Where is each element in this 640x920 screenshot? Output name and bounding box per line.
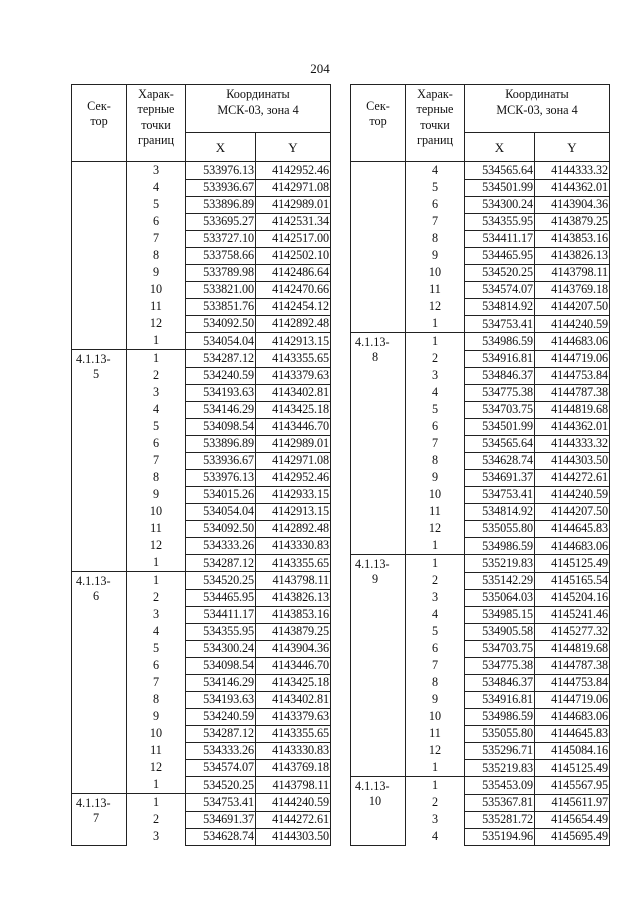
- table-row: [72, 350, 331, 368]
- point-number: 3: [406, 367, 465, 384]
- point-number: 4: [127, 179, 186, 196]
- coord-x: 535055.80: [465, 725, 535, 742]
- point-number: 8: [406, 674, 465, 691]
- coord-y: 4142892.48: [256, 520, 331, 537]
- coord-y: 4143446.70: [256, 418, 331, 435]
- coord-x: 535281.72: [465, 811, 535, 828]
- point-number: 1: [406, 537, 465, 555]
- coord-y: 4145165.54: [535, 572, 610, 589]
- point-number: 9: [127, 264, 186, 281]
- header-sector-line: Сек-: [87, 99, 111, 113]
- header-coordinates: [186, 85, 331, 133]
- sector-id-suffix: 7: [92, 811, 100, 826]
- coord-y: 4143826.13: [256, 589, 331, 606]
- coord-x: 535453.09: [465, 777, 535, 795]
- point-number: 9: [406, 469, 465, 486]
- point-number: 4: [406, 384, 465, 401]
- point-number: 12: [127, 759, 186, 776]
- coord-y: 4144753.84: [535, 367, 610, 384]
- coord-y: 4143904.36: [535, 196, 610, 213]
- coord-x: 534287.12: [186, 350, 256, 368]
- header-points-line: Харак-: [417, 87, 453, 101]
- table-row: [351, 162, 610, 180]
- header-points-line: терные: [416, 102, 454, 117]
- point-number: 5: [406, 623, 465, 640]
- coord-x: 533936.67: [186, 179, 256, 196]
- coord-x: 534287.12: [186, 554, 256, 572]
- sector-id: 4.1.13-: [355, 557, 390, 571]
- coord-y: 4144787.38: [535, 657, 610, 674]
- point-number: 7: [127, 230, 186, 247]
- coord-y: 4145125.49: [535, 759, 610, 777]
- coord-y: 4144207.50: [535, 298, 610, 315]
- point-number: 8: [406, 230, 465, 247]
- header-points: [127, 85, 186, 162]
- point-number: 10: [406, 708, 465, 725]
- coord-y: 4142913.15: [256, 503, 331, 520]
- sector-id: 4.1.13-: [355, 335, 390, 349]
- coord-y: 4145241.46: [535, 606, 610, 623]
- point-number: 3: [127, 606, 186, 623]
- coord-y: 4144303.50: [535, 452, 610, 469]
- point-number: 11: [406, 281, 465, 298]
- coord-x: 534565.64: [465, 162, 535, 180]
- point-number: 2: [127, 367, 186, 384]
- header-x: X: [465, 133, 535, 162]
- sector-cell: [351, 162, 406, 333]
- point-number: 4: [406, 828, 465, 845]
- point-number: 9: [406, 247, 465, 264]
- sector-id-suffix: 8: [371, 350, 379, 365]
- point-number: 9: [127, 708, 186, 725]
- point-number: 2: [406, 350, 465, 367]
- coord-x: 535142.29: [465, 572, 535, 589]
- coord-y: 4142892.48: [256, 315, 331, 332]
- coord-x: 534775.38: [465, 384, 535, 401]
- header-points-line: точки: [141, 117, 171, 132]
- coord-y: 4144787.38: [535, 384, 610, 401]
- coord-y: 4144683.06: [535, 333, 610, 351]
- header-coordinates: [465, 85, 610, 133]
- coord-y: 4144303.50: [256, 828, 331, 845]
- coord-y: 4142989.01: [256, 435, 331, 452]
- coord-x: 534916.81: [465, 350, 535, 367]
- coord-x: 535367.81: [465, 794, 535, 811]
- point-number: 8: [406, 452, 465, 469]
- coord-y: 4143330.83: [256, 537, 331, 554]
- header-x: X: [186, 133, 256, 162]
- coordinates-table-right: [350, 84, 610, 846]
- point-number: 1: [406, 759, 465, 777]
- point-number: 11: [127, 742, 186, 759]
- coord-x: 533896.89: [186, 435, 256, 452]
- table-row: [72, 162, 331, 180]
- point-number: 7: [406, 657, 465, 674]
- header-coordinates-line: МСК-03, зона 4: [496, 102, 578, 117]
- coord-y: 4143798.11: [256, 572, 331, 590]
- coord-y: 4144207.50: [535, 503, 610, 520]
- coord-y: 4142989.01: [256, 196, 331, 213]
- sector-cell: [72, 162, 127, 350]
- sector-cell: [351, 333, 406, 555]
- point-number: 5: [127, 196, 186, 213]
- coord-y: 4144333.32: [535, 435, 610, 452]
- coord-x: 534300.24: [465, 196, 535, 213]
- coord-x: 535296.71: [465, 742, 535, 759]
- coord-y: 4144683.06: [535, 537, 610, 555]
- sector-cell: [351, 777, 406, 846]
- coord-y: 4142454.12: [256, 298, 331, 315]
- coord-x: 534287.12: [186, 725, 256, 742]
- point-number: 6: [406, 418, 465, 435]
- coord-x: 534240.59: [186, 367, 256, 384]
- coord-y: 4142502.10: [256, 247, 331, 264]
- coord-y: 4143355.65: [256, 725, 331, 742]
- coord-x: 535055.80: [465, 520, 535, 537]
- coord-x: 534846.37: [465, 674, 535, 691]
- point-number: 1: [127, 572, 186, 590]
- point-number: 10: [127, 503, 186, 520]
- point-number: 11: [406, 725, 465, 742]
- coord-y: 4143798.11: [535, 264, 610, 281]
- coord-y: 4144719.06: [535, 691, 610, 708]
- coord-y: 4145125.49: [535, 555, 610, 573]
- coord-y: 4145695.49: [535, 828, 610, 845]
- coord-x: 534905.58: [465, 623, 535, 640]
- point-number: 1: [406, 315, 465, 333]
- header-points-line: точки: [420, 117, 450, 132]
- coord-y: 4145204.16: [535, 589, 610, 606]
- coord-y: 4145567.95: [535, 777, 610, 795]
- coord-x: 534574.07: [465, 281, 535, 298]
- point-number: 5: [406, 179, 465, 196]
- coord-x: 534703.75: [465, 401, 535, 418]
- sector-id-suffix: 9: [371, 572, 379, 587]
- point-number: 10: [127, 281, 186, 298]
- coord-x: 534193.63: [186, 691, 256, 708]
- point-number: 5: [406, 401, 465, 418]
- table-row: [72, 794, 331, 812]
- coord-y: 4142486.64: [256, 264, 331, 281]
- point-number: 1: [127, 332, 186, 350]
- coord-x: 534355.95: [186, 623, 256, 640]
- coord-x: 534691.37: [465, 469, 535, 486]
- coord-x: 534465.95: [465, 247, 535, 264]
- sector-id: 4.1.13-: [355, 779, 390, 793]
- coord-y: 4143853.16: [256, 606, 331, 623]
- point-number: 10: [406, 486, 465, 503]
- coord-x: 534703.75: [465, 640, 535, 657]
- coord-x: 533821.00: [186, 281, 256, 298]
- table-row: [351, 777, 610, 795]
- coord-y: 4143379.63: [256, 708, 331, 725]
- point-number: 7: [127, 674, 186, 691]
- table-row: [351, 333, 610, 351]
- point-number: 12: [127, 315, 186, 332]
- sector-id-suffix: 5: [92, 367, 100, 382]
- coord-x: 534753.41: [186, 794, 256, 812]
- point-number: 12: [127, 537, 186, 554]
- coord-y: 4143904.36: [256, 640, 331, 657]
- coord-x: 534985.15: [465, 606, 535, 623]
- point-number: 3: [127, 162, 186, 180]
- point-number: 7: [406, 435, 465, 452]
- sector-id: 4.1.13-: [76, 796, 111, 810]
- point-number: 3: [406, 811, 465, 828]
- coord-y: 4143798.11: [256, 776, 331, 794]
- coord-x: 534333.26: [186, 742, 256, 759]
- coord-x: 534465.95: [186, 589, 256, 606]
- coord-x: 534986.59: [465, 537, 535, 555]
- sector-id: 4.1.13-: [76, 574, 111, 588]
- coord-y: 4144333.32: [535, 162, 610, 180]
- coord-x: 534520.25: [186, 776, 256, 794]
- point-number: 1: [406, 777, 465, 795]
- sector-id: 4.1.13-: [76, 352, 111, 366]
- coord-x: 534193.63: [186, 384, 256, 401]
- coord-y: 4143879.25: [256, 623, 331, 640]
- coord-y: 4144240.59: [535, 486, 610, 503]
- point-number: 6: [127, 213, 186, 230]
- coord-y: 4145084.16: [535, 742, 610, 759]
- coord-y: 4143425.18: [256, 674, 331, 691]
- point-number: 1: [127, 554, 186, 572]
- point-number: 1: [406, 555, 465, 573]
- coord-x: 534015.26: [186, 486, 256, 503]
- coord-x: 533789.98: [186, 264, 256, 281]
- header-sector-line: тор: [90, 114, 108, 129]
- coord-y: 4143379.63: [256, 367, 331, 384]
- coord-y: 4143769.18: [256, 759, 331, 776]
- coord-x: 535064.03: [465, 589, 535, 606]
- point-number: 3: [127, 828, 186, 845]
- coord-x: 534098.54: [186, 418, 256, 435]
- coord-x: 534054.04: [186, 503, 256, 520]
- header-coordinates-line: Координаты: [226, 87, 290, 101]
- coord-x: 534098.54: [186, 657, 256, 674]
- header-y: Y: [535, 133, 610, 162]
- coord-y: 4142971.08: [256, 179, 331, 196]
- coord-y: 4144272.61: [535, 469, 610, 486]
- coord-x: 533936.67: [186, 452, 256, 469]
- point-number: 10: [406, 264, 465, 281]
- coord-y: 4143355.65: [256, 350, 331, 368]
- coord-x: 534814.92: [465, 503, 535, 520]
- point-number: 8: [127, 247, 186, 264]
- header-y: Y: [256, 133, 331, 162]
- coord-y: 4142913.15: [256, 332, 331, 350]
- point-number: 4: [127, 623, 186, 640]
- point-number: 3: [127, 384, 186, 401]
- point-number: 3: [406, 589, 465, 606]
- coord-y: 4142470.66: [256, 281, 331, 298]
- coord-x: 533695.27: [186, 213, 256, 230]
- coord-x: 534333.26: [186, 537, 256, 554]
- header-points-line: Харак-: [138, 87, 174, 101]
- coord-y: 4143446.70: [256, 657, 331, 674]
- table-row: [351, 555, 610, 573]
- point-number: 6: [406, 640, 465, 657]
- sector-id-suffix: 10: [368, 794, 382, 809]
- coord-x: 534574.07: [186, 759, 256, 776]
- point-number: 1: [406, 333, 465, 351]
- coord-x: 533976.13: [186, 469, 256, 486]
- header-points-line: терные: [137, 102, 175, 117]
- coord-y: 4142971.08: [256, 452, 331, 469]
- coord-x: 534501.99: [465, 418, 535, 435]
- coord-y: 4143879.25: [535, 213, 610, 230]
- coord-x: 534846.37: [465, 367, 535, 384]
- coord-x: 534240.59: [186, 708, 256, 725]
- point-number: 2: [127, 589, 186, 606]
- coord-y: 4144272.61: [256, 811, 331, 828]
- coord-y: 4144819.68: [535, 401, 610, 418]
- point-number: 12: [406, 298, 465, 315]
- coord-y: 4145611.97: [535, 794, 610, 811]
- coord-x: 534300.24: [186, 640, 256, 657]
- coordinates-table-left: [71, 84, 331, 846]
- coord-x: 534501.99: [465, 179, 535, 196]
- table-row: [72, 572, 331, 590]
- point-number: 4: [406, 606, 465, 623]
- coord-y: 4142952.46: [256, 162, 331, 180]
- point-number: 2: [127, 811, 186, 828]
- header-points-line: границ: [416, 132, 454, 147]
- coord-x: 535194.96: [465, 828, 535, 845]
- coord-x: 534565.64: [465, 435, 535, 452]
- coord-y: 4142517.00: [256, 230, 331, 247]
- point-number: 7: [127, 452, 186, 469]
- coord-y: 4143355.65: [256, 554, 331, 572]
- point-number: 8: [127, 469, 186, 486]
- coord-y: 4144362.01: [535, 179, 610, 196]
- header-sector-line: тор: [369, 114, 387, 129]
- point-number: 6: [127, 435, 186, 452]
- coord-x: 533851.76: [186, 298, 256, 315]
- point-number: 4: [127, 401, 186, 418]
- coord-y: 4143425.18: [256, 401, 331, 418]
- coord-x: 534628.74: [465, 452, 535, 469]
- coord-y: 4144819.68: [535, 640, 610, 657]
- coord-y: 4142952.46: [256, 469, 331, 486]
- coord-x: 534520.25: [465, 264, 535, 281]
- point-number: 1: [127, 350, 186, 368]
- coord-y: 4145277.32: [535, 623, 610, 640]
- coord-x: 535219.83: [465, 759, 535, 777]
- coord-y: 4142531.34: [256, 213, 331, 230]
- coord-x: 533727.10: [186, 230, 256, 247]
- coord-y: 4143826.13: [535, 247, 610, 264]
- point-number: 1: [127, 794, 186, 812]
- coord-x: 534092.50: [186, 520, 256, 537]
- page-number: 204: [310, 61, 330, 76]
- point-number: 10: [127, 725, 186, 742]
- coord-y: 4144362.01: [535, 418, 610, 435]
- coord-x: 534054.04: [186, 332, 256, 350]
- coord-x: 535219.83: [465, 555, 535, 573]
- coord-y: 4144719.06: [535, 350, 610, 367]
- header-sector-line: Сек-: [366, 99, 390, 113]
- coord-x: 534986.59: [465, 708, 535, 725]
- coord-x: 534411.17: [465, 230, 535, 247]
- coord-x: 534775.38: [465, 657, 535, 674]
- coord-y: 4143769.18: [535, 281, 610, 298]
- header-points: [406, 85, 465, 162]
- header-sector: [351, 85, 406, 162]
- coord-y: 4144683.06: [535, 708, 610, 725]
- coord-y: 4144753.84: [535, 674, 610, 691]
- header-points-line: границ: [137, 132, 175, 147]
- point-number: 8: [127, 691, 186, 708]
- coord-y: 4144645.83: [535, 520, 610, 537]
- sector-id-suffix: 6: [92, 589, 100, 604]
- coord-y: 4144240.59: [256, 794, 331, 812]
- coord-x: 534986.59: [465, 333, 535, 351]
- coord-x: 533896.89: [186, 196, 256, 213]
- point-number: 2: [406, 572, 465, 589]
- sector-cell: [72, 572, 127, 794]
- coord-x: 534814.92: [465, 298, 535, 315]
- point-number: 6: [406, 196, 465, 213]
- coord-x: 534092.50: [186, 315, 256, 332]
- coord-y: 4143402.81: [256, 691, 331, 708]
- coord-x: 534628.74: [186, 828, 256, 845]
- coord-x: 534411.17: [186, 606, 256, 623]
- coord-x: 534916.81: [465, 691, 535, 708]
- point-number: 2: [406, 794, 465, 811]
- coord-x: 534753.41: [465, 315, 535, 333]
- coord-y: 4144240.59: [535, 315, 610, 333]
- coord-y: 4142933.15: [256, 486, 331, 503]
- point-number: 1: [127, 776, 186, 794]
- point-number: 11: [127, 520, 186, 537]
- point-number: 5: [127, 640, 186, 657]
- point-number: 11: [127, 298, 186, 315]
- point-number: 4: [406, 162, 465, 180]
- point-number: 9: [127, 486, 186, 503]
- sector-cell: [72, 794, 127, 846]
- header-coordinates-line: МСК-03, зона 4: [217, 102, 299, 117]
- coord-y: 4145654.49: [535, 811, 610, 828]
- coord-x: 534520.25: [186, 572, 256, 590]
- coord-x: 534691.37: [186, 811, 256, 828]
- sector-cell: [72, 350, 127, 572]
- coord-y: 4143853.16: [535, 230, 610, 247]
- coord-x: 534146.29: [186, 674, 256, 691]
- point-number: 9: [406, 691, 465, 708]
- header-sector: [72, 85, 127, 162]
- coord-x: 534355.95: [465, 213, 535, 230]
- coord-y: 4143402.81: [256, 384, 331, 401]
- coord-x: 533976.13: [186, 162, 256, 180]
- point-number: 12: [406, 742, 465, 759]
- header-coordinates-line: Координаты: [505, 87, 569, 101]
- coord-x: 533758.66: [186, 247, 256, 264]
- point-number: 11: [406, 503, 465, 520]
- coord-y: 4143330.83: [256, 742, 331, 759]
- point-number: 7: [406, 213, 465, 230]
- sector-cell: [351, 555, 406, 777]
- point-number: 5: [127, 418, 186, 435]
- point-number: 12: [406, 520, 465, 537]
- coord-y: 4144645.83: [535, 725, 610, 742]
- coord-x: 534753.41: [465, 486, 535, 503]
- coord-x: 534146.29: [186, 401, 256, 418]
- point-number: 6: [127, 657, 186, 674]
